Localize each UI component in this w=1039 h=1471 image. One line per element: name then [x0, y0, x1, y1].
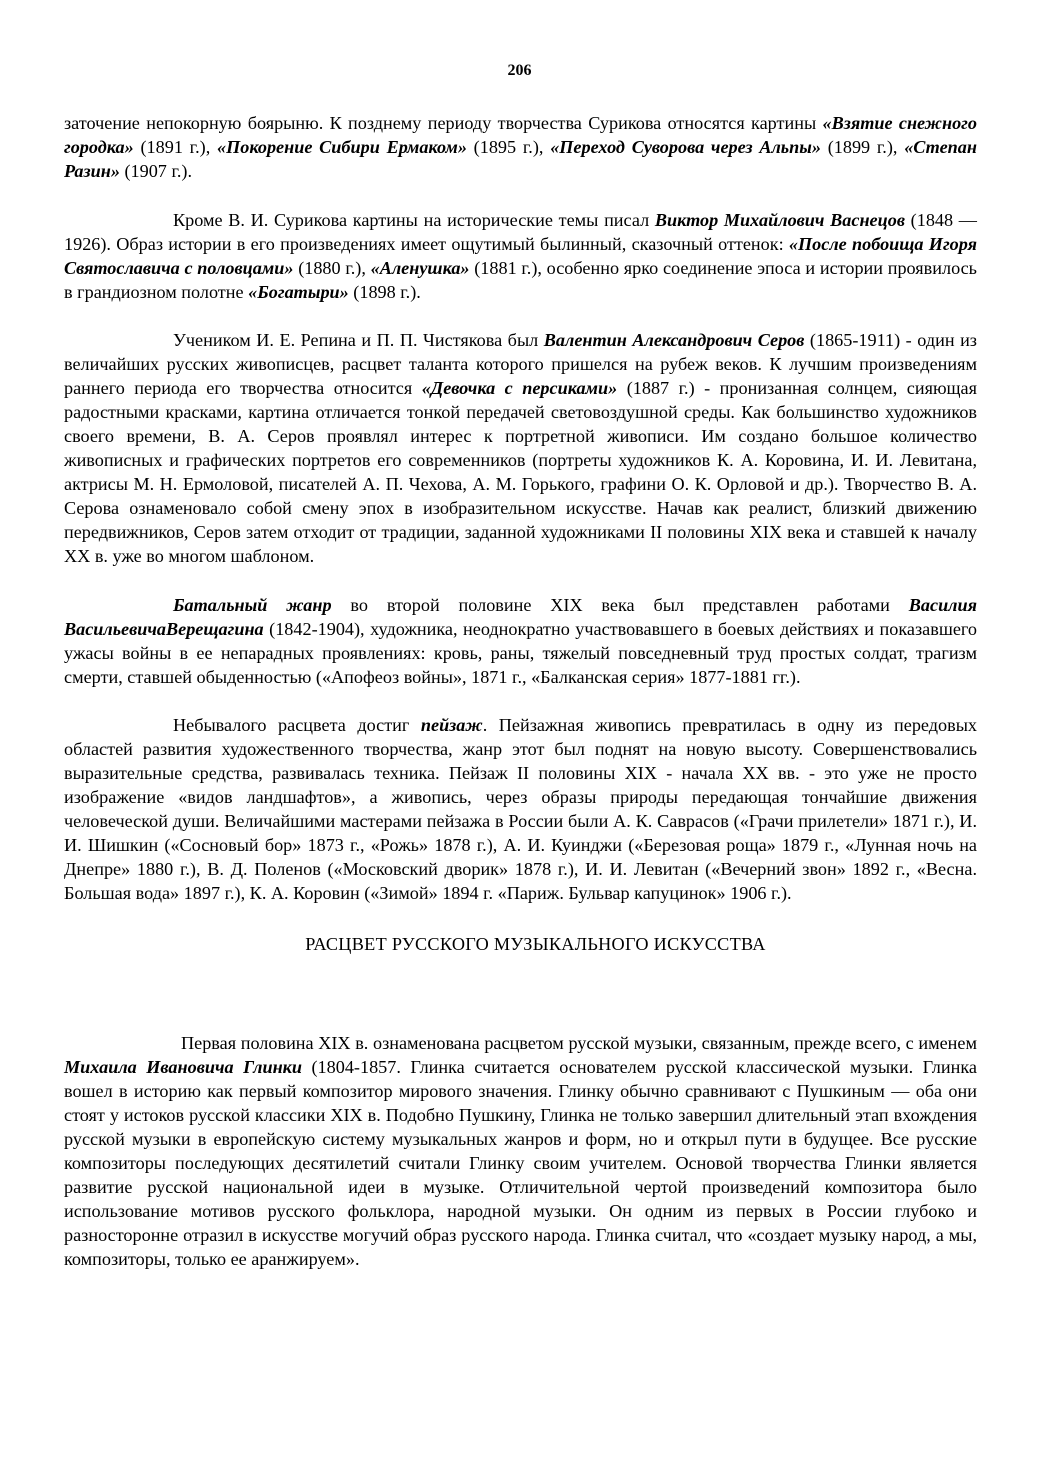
text-run: (1891 г.),	[133, 137, 217, 157]
text-run: (1880 г.),	[293, 258, 371, 278]
paragraph-battle-genre	[64, 593, 977, 689]
paragraph-surikov-late-works	[64, 111, 977, 183]
text-run: (1895 г.),	[466, 137, 551, 157]
paragraph-vasnetsov	[64, 208, 977, 304]
emphasis-bold-italic: Виктор Михайлович Васнецов	[654, 210, 905, 230]
text-run: во второй половине XIX века был представлен работами	[331, 595, 909, 615]
emphasis-bold-italic: Валентин Александрович Серов	[543, 330, 805, 350]
emphasis-bold-italic: «Аленушка»	[370, 258, 470, 278]
emphasis-bold-italic: пейзаж	[420, 715, 483, 735]
text-run: (1907 г.).	[119, 161, 193, 181]
emphasis-bold-italic: «Покорение Сибири Ермаком»	[217, 137, 467, 157]
emphasis-bold-italic: «Переход Суворова через Альпы»	[550, 137, 821, 157]
text-run: (1881 г.), особенно ярко соединение эпоса и истории проявилось в грандиозном полотне	[64, 258, 977, 302]
emphasis-bold-italic: Батальный жанр	[173, 595, 332, 615]
text-run: (1899 г.),	[820, 137, 905, 157]
section-heading: РАСЦВЕТ РУССКОГО МУЗЫКАЛЬНОГО ИСКУССТВА	[305, 934, 766, 954]
page-number: 206	[507, 62, 532, 79]
emphasis-bold-italic: «Богатыри»	[248, 282, 349, 302]
text-run: (1898 г.).	[348, 282, 421, 302]
paragraph-glinka	[64, 1031, 977, 1271]
emphasis-bold-italic: «Взятие снежного городка»	[64, 113, 977, 157]
text-run: (1842-1904), художника, неоднократно участвовавшего в боевых действиях и показавшего ужасы войны в ее непарадных проявлениях: кровь, раны, тяжелый повседневный труд простых солдат, трагизм смерти, ставшей обыденностью («Апофеоз войны», 1871 г., «Балканская серия» 1877-1881 гг.).	[64, 619, 977, 687]
emphasis-bold-italic: Михаила Ивановича Глинки	[64, 1057, 302, 1077]
emphasis-bold-italic: «Степан Разин»	[64, 137, 977, 181]
text-run: Учеником И. Е. Репина и П. П. Чистякова был	[173, 330, 544, 350]
emphasis-bold-italic: «Девочка с персиками»	[421, 378, 618, 398]
text-run: Кроме В. И. Сурикова картины на исторические темы писал	[173, 210, 655, 230]
text-run: Первая половина XIX в. ознаменована расцветом русской музыки, связанным, прежде всего, с именем	[181, 1033, 977, 1053]
emphasis-bold-italic: Василия ВасильевичаВерещагина	[64, 595, 977, 639]
emphasis-bold-italic: «После побоища Игоря Святославича с половцами»	[64, 234, 977, 278]
text-run: (1865-1911) - один из величайших русских живописцев, расцвет таланта которого пришелся на рубеж веков. К лучшим произведениям раннего периода его творчества относится	[64, 330, 977, 398]
text-run: Небывалого расцвета достиг	[173, 715, 421, 735]
text-run: (1804-1857. Глинка считается основателем русской классической музыки. Глинка вошел в историю как первый композитор мирового значения. Глинку обычно сравнивают с Пушкиным — оба они стоят у истоков русской классики XIX в. Подобно Пушкину, Глинка не только завершил длительный этап вхождения русской музыки в европейскую систему музыкальных жанров и форм, но и открыл пути в будущее. Все русские композиторы последующих десятилетий считали Глинку своим учителем. Основой творчества Глинки является развитие русской национальной идеи в музыке. Отличительной чертой произведений композитора было использование мотивов русского фольклора, народной музыки. Он одним из первых в России глубоко и разносторонне отразил в искусстве могучий образ русского народа. Глинка считал, что «создает музыку народ, а мы, композиторы, только ее аранжируем».	[64, 1057, 977, 1269]
text-run: заточение непокорную боярыню. К позднему периоду творчества Сурикова относятся картины	[64, 113, 823, 133]
text-run: (1887 г.) - пронизанная солнцем, сияющая радостными красками, картина отличается тонкой передачей световоздушной среды. Как большинство художников своего времени, В. А. Серов проявлял интерес к портретной живописи. Им создано большое количество живописных и графических портретов его современников (портреты художников К. А. Коровина, И. И. Левитана, актрисы М. Н. Ермоловой, писателей А. П. Чехова, А. М. Горького, графини О. К. Орловой и др.). Творчество В. А. Серова ознаменовало собой смену эпох в изобразительном искусстве. Начав как реалист, близкий движению передвижников, Серов затем отходит от традиции, заданной художниками II половины XIX века и ставшей к началу XX в. уже во многом шаблоном.	[64, 378, 977, 566]
paragraph-landscape	[64, 713, 977, 905]
text-run: (1848 —1926). Образ истории в его произведениях имеет ощутимый былинный, сказочный оттенок:	[64, 210, 977, 254]
paragraph-serov	[64, 328, 977, 568]
document-body	[64, 111, 977, 1271]
text-run: . Пейзажная живопись превратилась в одну из передовых областей развития художественного творчества, жанр этот был поднят на новую высоту. Совершенствовались выразительные средства, развивалась техника. Пейзаж II половины XIX - начала XX вв. - это уже не просто изображение «видов ландшафтов», а живопись, через образы природы передающая тончайшие движения человеческой души. Величайшими мастерами пейзажа в России были А. К. Саврасов («Грачи прилетели» 1871 г.), И. И. Шишкин («Сосновый бор» 1873 г., «Рожь» 1878 г.), А. И. Куинджи («Березовая роща» 1879 г., «Лунная ночь на Днепре» 1880 г.), В. Д. Поленов («Московский дворик» 1878 г.), И. И. Левитан («Вечерний звон» 1892 г., «Весна. Большая вода» 1897 г.), К. А. Коровин («Зимой» 1894 г. «Париж. Бульвар капуцинок» 1906 г.).	[64, 715, 978, 903]
